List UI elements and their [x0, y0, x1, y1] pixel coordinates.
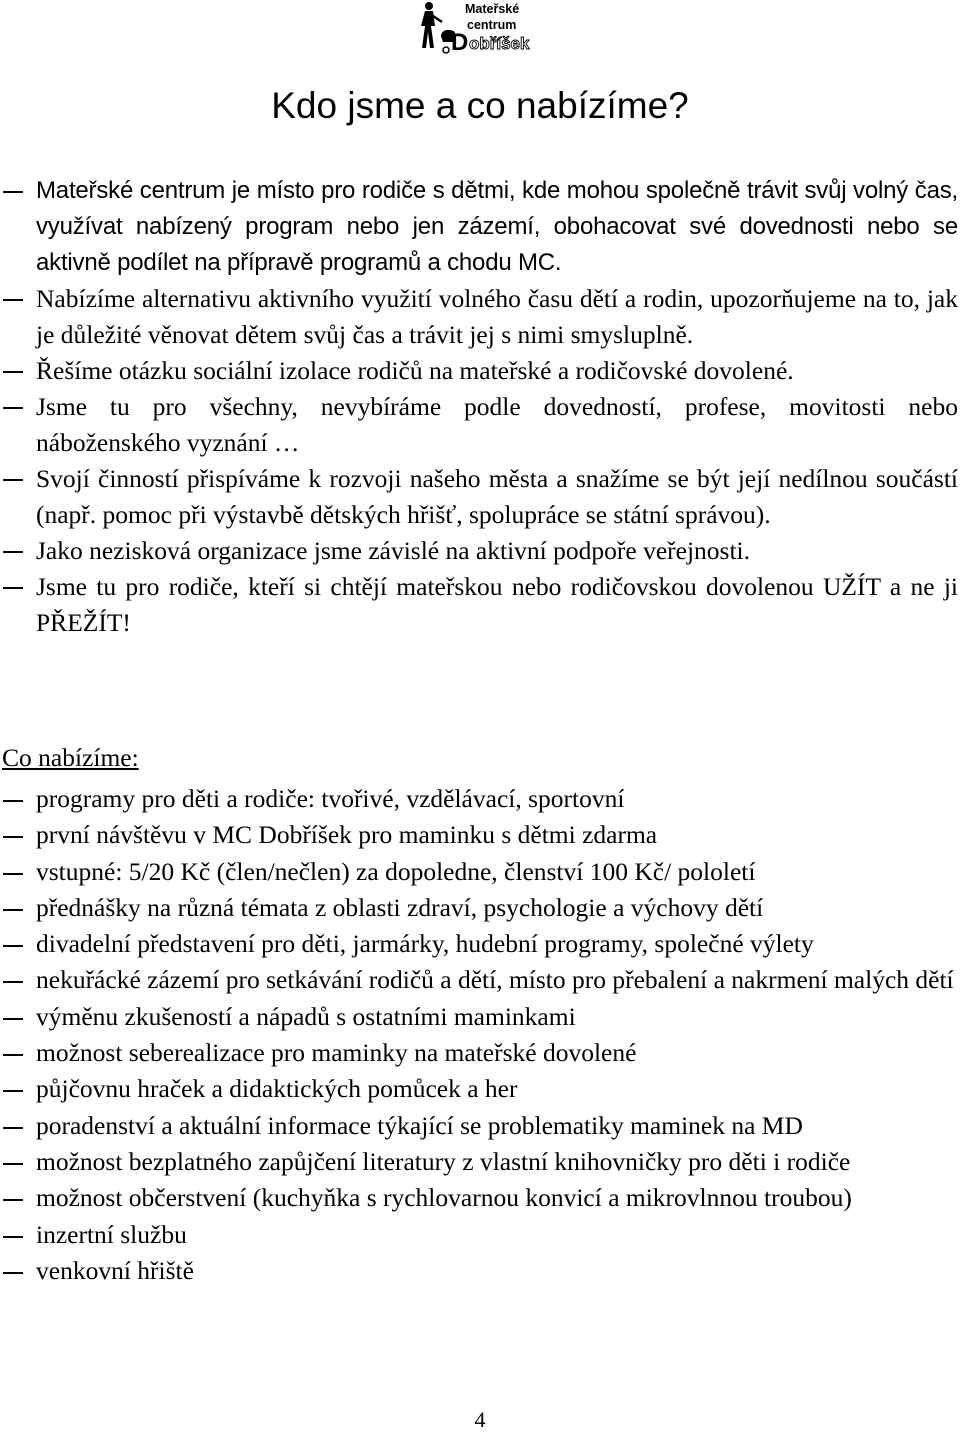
offer-item-text: možnost bezplatného zapůjčení literatury z vlastní knihovničky pro děti i rodiče [36, 1146, 851, 1176]
intro-item [0, 389, 960, 461]
offer-item [0, 781, 960, 817]
offer-item-text: první návštěvu v MC Dobříšek pro maminku s dětmi zdarma [36, 820, 658, 850]
intro-list [0, 173, 960, 641]
offer-item [0, 1035, 960, 1071]
intro-item [0, 281, 960, 353]
logo-line-2: centrum [467, 18, 517, 32]
intro-item [0, 461, 960, 533]
offer-item [0, 854, 960, 890]
intro-item-text: Nabízíme alternativu aktivního využití volného času dětí a rodin, upozorňujeme na to, jak je důležité věnovat dětem svůj čas a trávit jej s nimi smysluplně. [36, 284, 958, 349]
offer-list [0, 781, 960, 1289]
offer-item [0, 999, 960, 1035]
offer-item-text: programy pro děti a rodiče: tvořivé, vzdělávací, sportovní [36, 784, 625, 813]
offer-item [0, 1253, 960, 1289]
intro-item [0, 173, 960, 281]
intro-item-text: Mateřské centrum je místo pro rodiče s dětmi, kde mohou společně trávit svůj volný čas, využívat nabízený program nebo jen zázemí, obohacovat své dovednosti nebo se aktivně podílet na přípravě programů a chodu MC. [36, 177, 958, 276]
offer-heading: Co nabízíme: [2, 743, 139, 772]
offer-item-text: venkovní hřiště [36, 1255, 194, 1285]
offer-item-text: výměnu zkušeností a nápadů s ostatními maminkami [36, 1001, 576, 1031]
offer-item [0, 962, 960, 998]
page-number: 4 [474, 1407, 486, 1432]
intro-item-text: Jsme tu pro všechny, nevybíráme podle dovedností, profese, movitosti nebo náboženského vyznání … [36, 392, 958, 457]
offer-item [0, 926, 960, 962]
intro-item-text: Řešíme otázku sociální izolace rodičů na mateřské a rodičovské dovolené. [36, 356, 794, 385]
offer-item [0, 1144, 960, 1180]
offer-item [0, 817, 960, 853]
offer-item-text: přednášky na různá témata z oblasti zdraví, psychologie a výchovy dětí [36, 892, 764, 922]
logo-line-1: Mateřské [465, 2, 520, 16]
offer-item-text: inzertní službu [36, 1219, 187, 1249]
mc-dobrisek-logo [415, 0, 545, 54]
intro-item-text: Jako nezisková organizace jsme závislé na aktivní podpoře veřejnosti. [36, 536, 750, 565]
mother-with-pram-icon [421, 2, 455, 53]
offer-item-text: vstupné: 5/20 Kč (člen/nečlen) za dopoledne, členství 100 Kč/ pololetí [36, 856, 756, 886]
offer-item [0, 1217, 960, 1253]
page-title: Kdo jsme a co nabízíme? [271, 85, 689, 126]
offer-item-text: poradenství a aktuální informace týkající se problematiky maminek na MD [36, 1110, 803, 1140]
logo-initial: D [451, 29, 469, 54]
intro-item [0, 533, 960, 569]
offer-item [0, 1108, 960, 1144]
intro-item [0, 353, 960, 389]
offer-item-text: možnost seberealizace pro maminky na mateřské dovolené [36, 1038, 637, 1068]
offer-item [0, 1071, 960, 1107]
intro-item-text: Svojí činností přispíváme k rozvoji našeho města a snažíme se být její nedílnou součástí (např. pomoc při výstavbě dětských hřišť, spolupráce se státní správou). [36, 464, 958, 529]
intro-item-text: Jsme tu pro rodiče, kteří si chtějí mateřskou nebo rodičovskou dovolenou UŽÍT a ne ji PŘEŽÍT! [36, 572, 958, 637]
offer-item-text: nekuřácké zázemí pro setkávání rodičů a dětí, místo pro přebalení a nakrmení malých dětí [36, 965, 954, 995]
intro-item [0, 569, 960, 641]
offer-item-text: divadelní představení pro děti, jarmárky, hudební programy, společné výlety [36, 929, 814, 959]
logo-line-3: obříšek [469, 34, 530, 53]
offer-item-text: půjčovnu hraček a didaktických pomůcek a her [36, 1074, 518, 1104]
offer-item [0, 1180, 960, 1216]
offer-item-text: možnost občerstvení (kuchyňka s rychlovarnou konvicí a mikrovlnnou troubou) [36, 1183, 852, 1213]
offer-item [0, 890, 960, 926]
